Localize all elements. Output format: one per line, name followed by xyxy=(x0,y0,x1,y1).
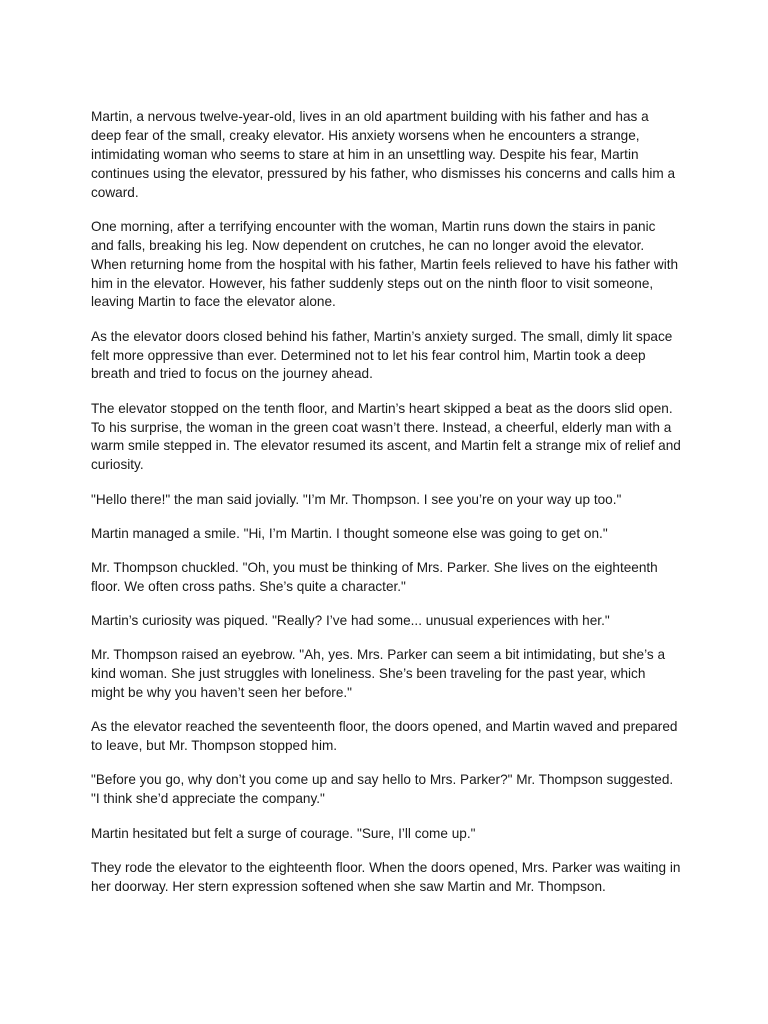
paragraph: One morning, after a terrifying encounter with the woman, Martin runs down the stairs in panic and falls, breaking his leg. Now dependent on crutches, he can no longer avoid the elevator. When returning home from the hospital with his father, Martin feels relieved to have his father with him in the elevator. However, his father suddenly steps out on the ninth floor to visit someone, leaving Martin to face the elevator alone. xyxy=(91,218,679,310)
paragraph: Martin managed a smile. "Hi, I’m Martin. I thought someone else was going to get on." xyxy=(91,525,608,541)
paragraph: As the elevator doors closed behind his father, Martin’s anxiety surged. The small, dimly lit space felt more oppressive than ever. Determined not to let his fear control him, Martin took a deep breath and tried to focus on the journey ahead. xyxy=(91,328,673,382)
paragraph: Martin, a nervous twelve-year-old, lives in an old apartment building with his father and has a deep fear of the small, creaky elevator. His anxiety worsens when he encounters a strange, intimidating woman who seems to stare at him in an unsettling way. Despite his fear, Martin continues using the elevator, pressured by his father, who dismisses his concerns and calls him a coward. xyxy=(91,109,676,200)
paragraph: The elevator stopped on the tenth floor, and Martin’s heart skipped a beat as the doors slid open. To his surprise, the woman in the green coat wasn’t there. Instead, a cheerful, elderly man with a warm smile stepped in. The elevator resumed its ascent, and Martin felt a strange mix of relief and curiosity. xyxy=(91,400,681,473)
paragraph: As the elevator reached the seventeenth floor, the doors opened, and Martin waved and prepared to leave, but Mr. Thompson stopped him. xyxy=(91,719,678,754)
paragraph: "Hello there!" the man said jovially. "I’m Mr. Thompson. I see you’re on your way up too." xyxy=(91,491,622,507)
paragraph: Mr. Thompson raised an eyebrow. "Ah, yes. Mrs. Parker can seem a bit intimidating, but she’s a kind woman. She just struggles with loneliness. She’s been traveling for the past year, which might be why you haven’t seen her before." xyxy=(91,647,666,701)
document-body xyxy=(91,108,681,912)
paragraph: Mr. Thompson chuckled. "Oh, you must be thinking of Mrs. Parker. She lives on the eighteenth floor. We often cross paths. She’s quite a character." xyxy=(91,560,658,594)
paragraph: They rode the elevator to the eighteenth floor. When the doors opened, Mrs. Parker was waiting in her doorway. Her stern expression softened when she saw Martin and Mr. Thompson. xyxy=(91,859,681,894)
paragraph: "Before you go, why don’t you come up and say hello to Mrs. Parker?" Mr. Thompson suggested. "I think she’d appreciate the company." xyxy=(91,772,674,807)
paragraph: Martin’s curiosity was piqued. "Really? I’ve had some... unusual experiences with her." xyxy=(91,613,610,629)
paragraph: Martin hesitated but felt a surge of courage. "Sure, I’ll come up." xyxy=(91,825,476,841)
